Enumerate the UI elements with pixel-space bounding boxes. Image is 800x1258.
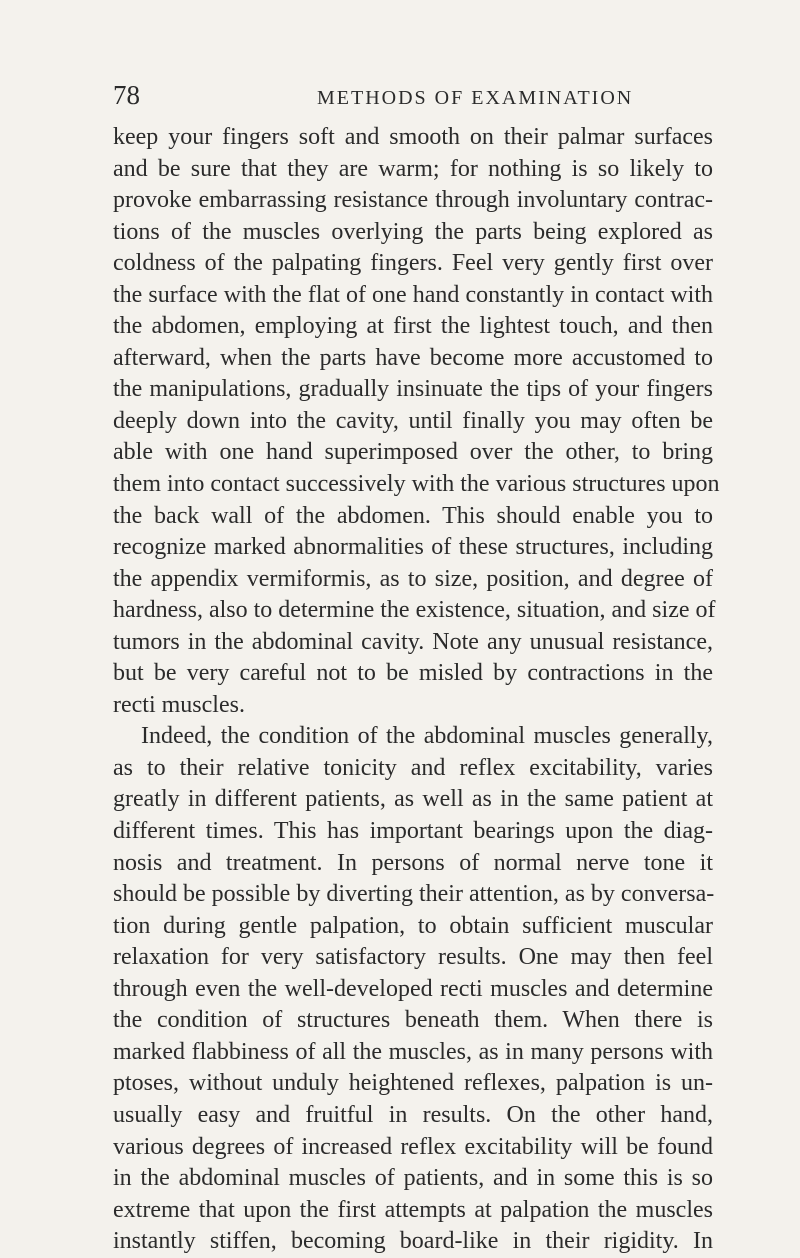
text-line: coldness of the palpating fingers. Feel very gently first over bbox=[113, 250, 713, 277]
text-line: able with one hand superimposed over the other, to bring bbox=[113, 439, 713, 466]
text-line: through even the well-developed recti muscles and determine bbox=[113, 975, 713, 1002]
paragraph-last-line: recti muscles. bbox=[113, 691, 245, 718]
text-line: as to their relative tonicity and reflex excitability, varies bbox=[113, 754, 713, 781]
paragraph-first-line: Indeed, the condition of the abdominal muscles generally, bbox=[141, 723, 713, 750]
text-line: tions of the muscles overlying the parts being explored as bbox=[113, 218, 713, 245]
text-line: greatly in different patients, as well as in the same patient at bbox=[113, 786, 713, 813]
text-line: different times. This has important bearings upon the diag- bbox=[113, 818, 713, 845]
text-line: nosis and treatment. In persons of normal nerve tone it bbox=[113, 849, 713, 876]
text-line: them into contact successively with the various structures upon bbox=[113, 471, 720, 498]
text-line: the condition of structures beneath them. When there is bbox=[113, 1007, 713, 1034]
running-head: METHODS OF EXAMINATION bbox=[317, 87, 634, 109]
text-line: the manipulations, gradually insinuate the tips of your fingers bbox=[113, 376, 713, 403]
page-number: 78 bbox=[113, 80, 140, 110]
text-line: tion during gentle palpation, to obtain sufficient muscular bbox=[113, 912, 713, 939]
text-line: tumors in the abdominal cavity. Note any unusual resistance, bbox=[113, 628, 713, 655]
body-text bbox=[113, 122, 720, 1258]
text-line: the appendix vermiformis, as to size, position, and degree of bbox=[113, 565, 713, 592]
page-header bbox=[113, 80, 713, 116]
text-line: the surface with the flat of one hand constantly in contact with bbox=[113, 281, 713, 308]
text-line: extreme that upon the first attempts at palpation the muscles bbox=[113, 1196, 713, 1223]
text-line: and be sure that they are warm; for nothing is so likely to bbox=[113, 155, 713, 182]
text-line: hardness, also to determine the existence, situation, and size of bbox=[113, 597, 716, 624]
text-line: recognize marked abnormalities of these structures, including bbox=[113, 534, 713, 561]
text-line: but be very careful not to be misled by contractions in the bbox=[113, 660, 713, 687]
text-line: keep your fingers soft and smooth on their palmar surfaces bbox=[113, 124, 713, 150]
text-line: various degrees of increased reflex excitability will be found bbox=[113, 1133, 713, 1160]
text-line: instantly stiffen, becoming board-like in their rigidity. In bbox=[113, 1228, 713, 1255]
text-line: the abdomen, employing at first the lightest touch, and then bbox=[113, 313, 713, 340]
text-line: marked flabbiness of all the muscles, as in many persons with bbox=[113, 1038, 713, 1065]
text-line: usually easy and fruitful in results. On the other hand, bbox=[113, 1101, 713, 1128]
text-line: the back wall of the abdomen. This should enable you to bbox=[113, 502, 713, 529]
text-line: relaxation for very satisfactory results. One may then feel bbox=[113, 944, 713, 971]
text-line: deeply down into the cavity, until finally you may often be bbox=[113, 407, 713, 434]
text-line: ptoses, without unduly heightened reflexes, palpation is un- bbox=[113, 1070, 713, 1097]
text-line: afterward, when the parts have become more accustomed to bbox=[113, 344, 713, 371]
text-line: should be possible by diverting their attention, as by conversa- bbox=[113, 881, 715, 908]
text-line: provoke embarrassing resistance through involuntary contrac- bbox=[113, 187, 713, 214]
text-line: in the abdominal muscles of patients, and in some this is so bbox=[113, 1165, 713, 1192]
